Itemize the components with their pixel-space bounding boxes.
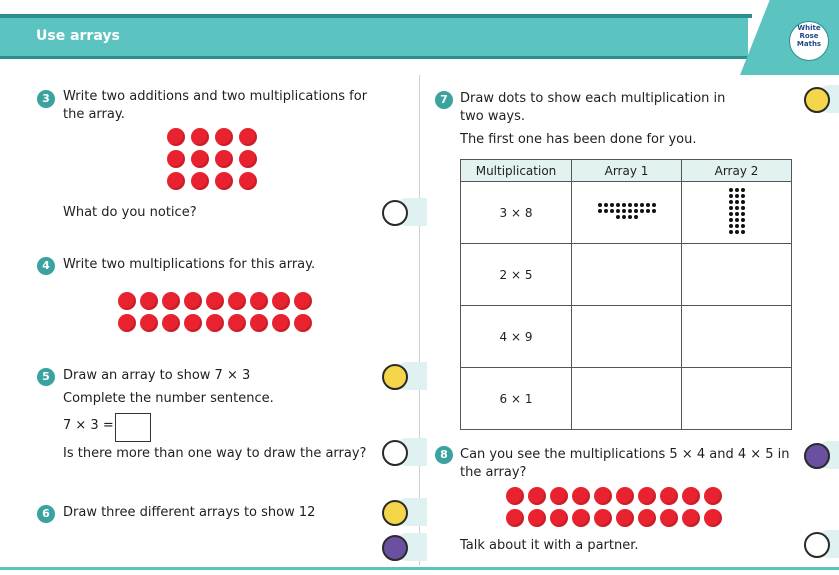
logo [789,24,829,48]
counter [638,487,656,505]
small-dot [729,188,733,192]
counter [239,172,257,190]
table-cell-array-1 [572,182,682,244]
counter [191,172,209,190]
counter [704,509,722,527]
counter [162,292,180,310]
small-dot [741,200,745,204]
thinking-cloud-icon [804,443,830,469]
thinking-cloud-icon [382,535,408,561]
table-cell-array-2[interactable] [682,244,792,306]
question-3-text-line-2: the array. [63,107,125,122]
counter [228,314,246,332]
table-cell-array-2[interactable] [682,368,792,430]
small-dot [640,209,644,213]
small-dot [741,218,745,222]
counter [250,314,268,332]
counter [528,487,546,505]
counter [682,509,700,527]
counter [215,172,233,190]
table-header: Multiplication [461,160,572,182]
logo-word-3: Maths [796,40,822,48]
counter [140,292,158,310]
counter [167,172,185,190]
small-dot [634,215,638,219]
small-dot [729,194,733,198]
pencil-icon [804,87,830,113]
small-dot [735,200,739,204]
counter [215,128,233,146]
counter [294,314,312,332]
counter [140,314,158,332]
question-3-array [167,128,267,192]
table-header: Array 1 [572,160,682,182]
small-dot [616,215,620,219]
small-dot [652,203,656,207]
small-dot [622,209,626,213]
table-cell-array-1[interactable] [572,244,682,306]
counter [506,487,524,505]
counter [616,487,634,505]
question-8-text-line-2: the array? [460,465,527,480]
question-8-talk: Talk about it with a partner. [460,538,639,553]
small-dot [628,215,632,219]
counter [594,487,612,505]
table-cell-multiplication: 6 × 1 [461,368,572,430]
counter [594,509,612,527]
question-6-text: Draw three different arrays to show 12 [63,505,316,520]
counter [167,150,185,168]
small-dot [729,206,733,210]
table-cell-multiplication: 4 × 9 [461,306,572,368]
question-4-array [118,292,318,334]
counter [660,487,678,505]
counter [118,314,136,332]
question-3-notice: What do you notice? [63,205,197,220]
logo-word-1: White [797,24,821,32]
small-dot [741,188,745,192]
small-dot [735,212,739,216]
counter [206,292,224,310]
question-5-question: Is there more than one way to draw the array? [63,446,367,461]
small-dot [729,224,733,228]
small-dot [735,224,739,228]
column-divider [419,75,420,565]
small-dot [610,203,614,207]
table-cell-array-2[interactable] [682,306,792,368]
page-title: Use arrays [36,28,120,44]
small-dot [735,218,739,222]
small-dot [741,194,745,198]
pencil-icon [382,500,408,526]
question-8-number: 8 [435,446,453,464]
small-dot [646,203,650,207]
speech-bubble-icon [382,200,408,226]
small-dot [604,203,608,207]
small-dot [729,212,733,216]
counter [206,314,224,332]
counter [215,150,233,168]
question-7-text-line-1: Draw dots to show each multiplication in [460,91,726,106]
question-5-text-line-2: Complete the number sentence. [63,391,274,406]
speech-bubble-icon [804,532,830,558]
small-dot [640,203,644,207]
counter [191,128,209,146]
question-3-number: 3 [37,90,55,108]
answer-box[interactable] [115,413,151,442]
counter [162,314,180,332]
small-dot [729,218,733,222]
counter [272,292,290,310]
counter [239,128,257,146]
question-5-sentence: 7 × 3 = [63,418,114,433]
small-dot [622,203,626,207]
counter [250,292,268,310]
counter [704,487,722,505]
counter [118,292,136,310]
small-dot [634,209,638,213]
counter [550,509,568,527]
logo-word-2: Rose [799,32,819,40]
small-dot [628,209,632,213]
multiplication-table [460,159,792,430]
small-dot [634,203,638,207]
small-dot [735,230,739,234]
counter [191,150,209,168]
small-dot [741,224,745,228]
small-dot [598,203,602,207]
small-dot [735,188,739,192]
table-cell-multiplication: 2 × 5 [461,244,572,306]
counter [184,314,202,332]
counter [184,292,202,310]
question-4-text: Write two multiplications for this array. [63,257,316,272]
table-cell-array-1[interactable] [572,306,682,368]
small-dot [604,209,608,213]
table-cell-multiplication: 3 × 8 [461,182,572,244]
counter [660,509,678,527]
table-cell-array-1[interactable] [572,368,682,430]
question-8-text-line-1: Can you see the multiplications 5 × 4 and 4 × 5 in [460,447,790,462]
pencil-icon [382,364,408,390]
small-dot [616,209,620,213]
question-7-number: 7 [435,91,453,109]
counter [638,509,656,527]
question-3-text-line-1: Write two additions and two multiplications for [63,89,368,104]
small-dot [652,209,656,213]
small-dot [741,230,745,234]
small-dot [735,206,739,210]
speech-bubble-icon [382,440,408,466]
counter [167,128,185,146]
counter [528,509,546,527]
counter [550,487,568,505]
small-dot [729,230,733,234]
counter [572,487,590,505]
question-6-number: 6 [37,505,55,523]
question-4-number: 4 [37,257,55,275]
counter [294,292,312,310]
small-dot [735,194,739,198]
counter [506,509,524,527]
question-7-text-line-3: The first one has been done for you. [460,132,697,147]
footer-line [0,567,839,570]
small-dot [610,209,614,213]
question-7-text-line-2: two ways. [460,109,526,124]
table-cell-array-2 [682,182,792,244]
counter [616,509,634,527]
counter [572,509,590,527]
small-dot [646,209,650,213]
small-dot [616,203,620,207]
question-5-number: 5 [37,368,55,386]
small-dot [622,215,626,219]
question-8-array [506,487,726,529]
counter [239,150,257,168]
counter [272,314,290,332]
small-dot [598,209,602,213]
table-header: Array 2 [682,160,792,182]
counter [682,487,700,505]
small-dot [729,200,733,204]
small-dot [741,206,745,210]
question-5-text-line-1: Draw an array to show 7 × 3 [63,368,251,383]
small-dot [741,212,745,216]
small-dot [628,203,632,207]
counter [228,292,246,310]
